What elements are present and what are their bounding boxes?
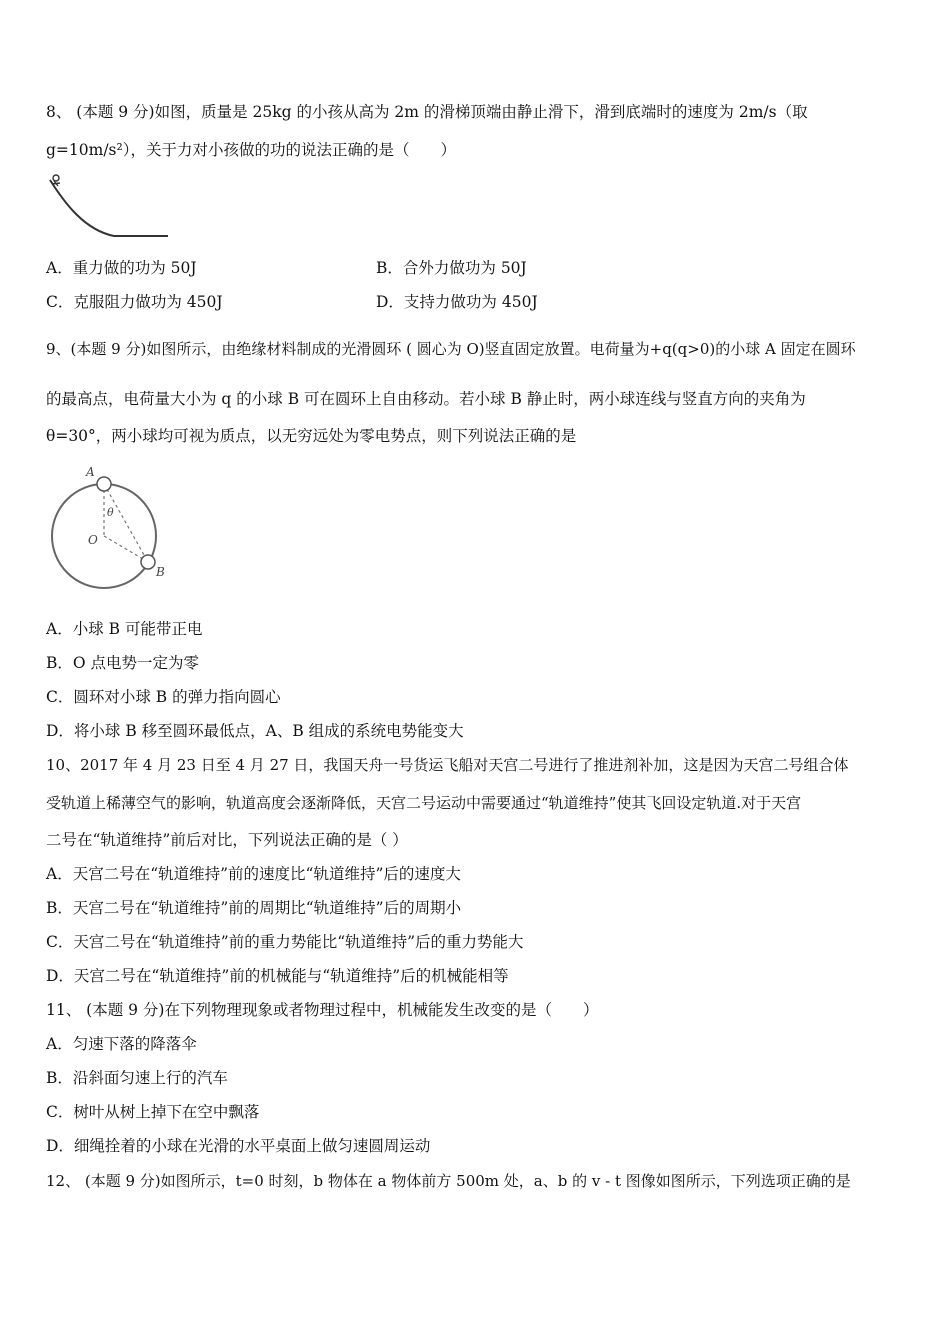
q10-stem-line-1: 10、2017 年 4 月 23 日至 4 月 27 日，我国天舟一号货运飞船对天宫二号进行了推进剂补加，这是因为天宫二号组合体 <box>46 756 849 774</box>
child-icon <box>52 175 60 186</box>
q8-stem-line-1: 8、 (本题 9 分)如图，质量是 25kg 的小孩从高为 2m 的滑梯顶端由静止滑下，滑到底端时的速度为 2m/s（取 <box>46 103 808 121</box>
q11-option-d: D．细绳拴着的小球在光滑的水平桌面上做匀速圆周运动 <box>46 1137 431 1155</box>
q8-option-a: A．重力做的功为 50J <box>46 259 197 277</box>
q9-stem-line-2: 的最高点，电荷量大小为 q 的小球 B 可在圆环上自由移动。若小球 B 静止时，两小球连线与竖直方向的夹角为 <box>46 390 806 408</box>
q11-option-c: C．树叶从树上掉下在空中飘落 <box>46 1103 260 1121</box>
label-b: B <box>156 565 165 579</box>
ring-figure <box>44 458 174 596</box>
q11-option-a: A．匀速下落的降落伞 <box>46 1035 197 1053</box>
label-a: A <box>86 465 95 479</box>
q10-stem-line-2: 受轨道上稀薄空气的影响，轨道高度会逐渐降低，天宫二号运动中需要通过“轨道维持”使其飞回设定轨道.对于天宫 <box>46 794 802 812</box>
q10-stem-line-3: 二号在“轨道维持”前后对比，下列说法正确的是（ ） <box>46 831 408 849</box>
slide-figure <box>44 172 174 244</box>
q9-option-d: D．将小球 B 移至圆环最低点，A、B 组成的系统电势能变大 <box>46 722 464 740</box>
q12-stem: 12、 (本题 9 分)如图所示，t=0 时刻，b 物体在 a 物体前方 500m 处，a、b 的 v - t 图像如图所示，下列选项正确的是 <box>46 1172 851 1190</box>
q9-option-a: A．小球 B 可能带正电 <box>46 620 203 638</box>
q10-option-c: C．天宫二号在“轨道维持”前的重力势能比“轨道维持”后的重力势能大 <box>46 933 524 951</box>
ball-a <box>97 477 111 491</box>
q11-stem: 11、 (本题 9 分)在下列物理现象或者物理过程中，机械能发生改变的是（ ） <box>46 1001 599 1019</box>
q11-option-b: B．沿斜面匀速上行的汽车 <box>46 1069 228 1087</box>
line-a-b <box>104 484 148 562</box>
q9-option-b: B．O 点电势一定为零 <box>46 654 200 672</box>
ball-b <box>141 555 155 569</box>
label-o: O <box>88 533 98 547</box>
q10-option-d: D．天宫二号在“轨道维持”前的机械能与“轨道维持”后的机械能相等 <box>46 967 509 985</box>
q9-stem-line-3: θ=30°，两小球均可视为质点，以无穷远处为零电势点，则下列说法正确的是 <box>46 427 577 445</box>
q8-stem-line-2: g=10m/s²），关于力对小孩做的功的说法正确的是（ ） <box>46 141 456 159</box>
q9-option-c: C．圆环对小球 B 的弹力指向圆心 <box>46 688 281 706</box>
q8-option-d: D．支持力做功为 450J <box>376 293 538 311</box>
slide-curve <box>50 180 168 236</box>
q10-option-a: A．天宫二号在“轨道维持”前的速度比“轨道维持”后的速度大 <box>46 865 461 883</box>
label-theta: θ <box>107 506 114 519</box>
q8-option-c: C．克服阻力做功为 450J <box>46 293 223 311</box>
q8-option-b: B．合外力做功为 50J <box>376 259 527 277</box>
q10-option-b: B．天宫二号在“轨道维持”前的周期比“轨道维持”后的周期小 <box>46 899 462 917</box>
q9-stem-line-1: 9、(本题 9 分)如图所示，由绝缘材料制成的光滑圆环 ( 圆心为 O)竖直固定放置。电荷量为+q(q>0)的小球 A 固定在圆环 <box>46 340 856 358</box>
